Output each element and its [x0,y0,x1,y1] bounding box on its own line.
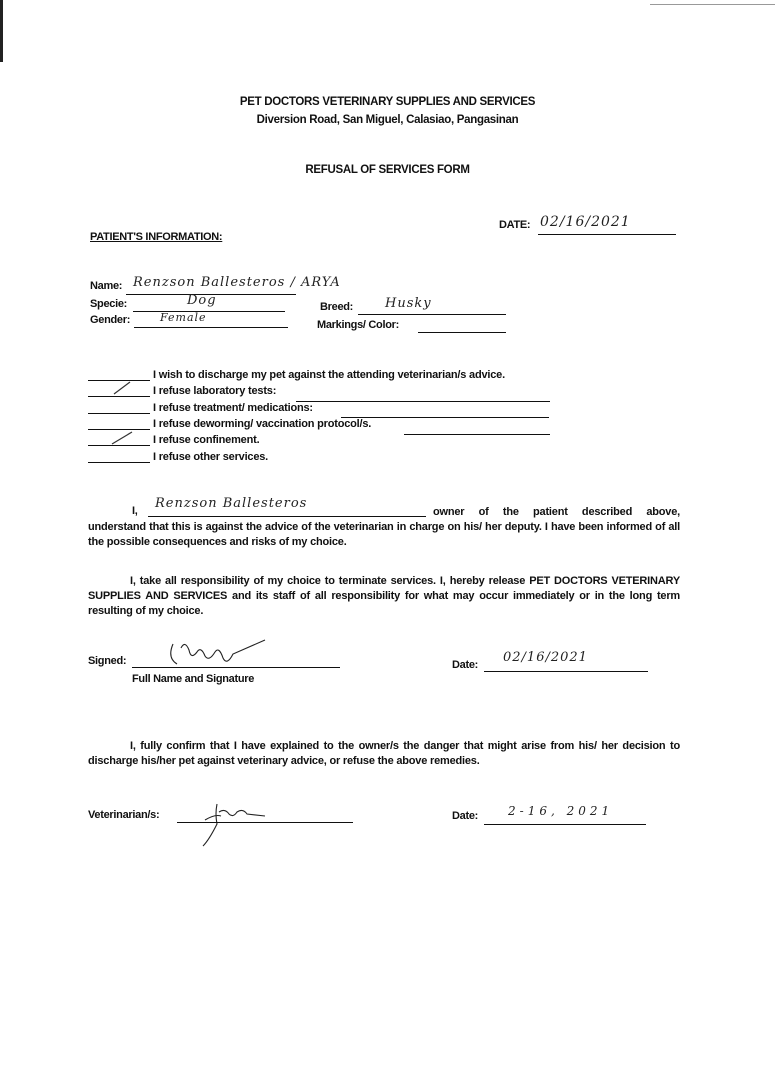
vet-label: Veterinarian/s: [88,809,160,821]
option-laboratory-line [296,401,550,402]
breed-line [358,314,506,315]
patient-info-heading: PATIENT'S INFORMATION: [90,231,223,243]
specie-line [133,311,285,312]
option-other: I refuse other services. [153,451,269,463]
company-address: Diversion Road, San Miguel, Calasiao, Pangasinan [256,114,519,126]
vet-date-value[interactable]: 2-16, 2021 [508,804,614,818]
gender-field[interactable]: Female [160,311,207,324]
signed-date-label: Date: [452,659,479,671]
owner-name-field[interactable]: Renzson Ballesteros [155,496,308,511]
markings-line [418,332,506,333]
gender-label: Gender: [90,314,131,326]
vet-line [177,822,353,823]
vet-confirmation [88,739,680,769]
name-field[interactable]: Renzson Ballesteros / ARYA [133,275,341,290]
owner-signature[interactable] [145,636,270,670]
option-confinement: I refuse confinement. [153,434,260,446]
date-label: DATE: [499,219,531,231]
signed-label: Signed: [88,655,127,667]
breed-field[interactable]: Husky [385,296,432,311]
signed-caption: Full Name and Signature [132,673,255,685]
owner-statement-text: owner of the patient described above, understand that this is against the advice of the veterinarian in charge on his/ her deputy. I have been informed of all the possible consequences and risks of my choice. [88,506,680,548]
owner-statement [88,505,680,550]
checkmark-icon [110,430,134,446]
option-treatment: I refuse treatment/ medications: [153,402,313,414]
option-laboratory: I refuse laboratory tests: [153,385,277,397]
specie-field[interactable]: Dog [187,293,217,308]
owner-prefix: I, [132,505,138,517]
responsibility-text: I, take all responsibility of my choice to terminate services. I, hereby release PET DOCTORS VETERINARY SUPPLIES AND SERVICES and its staff of all responsibility for what may occur immediately or in the long term resulting of my choice. [88,575,680,617]
scan-edge-mark [0,0,3,62]
form-title: REFUSAL OF SERVICES FORM [305,164,470,176]
vet-date-line [484,824,646,825]
date-line [538,234,676,235]
option-blank [88,413,150,414]
option-treatment-line [341,417,549,418]
gender-line [134,327,288,328]
option-blank [88,462,150,463]
checkmark-icon [112,380,132,396]
signed-date-line [484,671,648,672]
scan-top-line [650,4,775,5]
date-value[interactable]: 02/16/2021 [540,214,631,230]
markings-label: Markings/ Color: [317,319,399,331]
vet-date-label: Date: [452,810,479,822]
specie-label: Specie: [90,298,128,310]
option-blank [88,396,150,397]
responsibility-statement [88,574,680,619]
option-discharge: I wish to discharge my pet against the attending veterinarian/s advice. [153,369,505,381]
breed-label: Breed: [320,301,354,313]
option-deworming: I refuse deworming/ vaccination protocol/s. [153,418,372,430]
option-deworming-line [404,434,550,435]
company-name: PET DOCTORS VETERINARY SUPPLIES AND SERVICES [239,96,536,108]
signed-line [132,667,340,668]
vet-signature[interactable] [195,800,275,850]
name-label: Name: [90,280,123,292]
vet-confirmation-text: I, fully confirm that I have explained to the owner/s the danger that might arise from his/ her decision to discharge his/her pet against veterinary advice, or refuse the above remedies. [88,740,680,767]
signed-date-value[interactable]: 02/16/2021 [503,650,588,665]
